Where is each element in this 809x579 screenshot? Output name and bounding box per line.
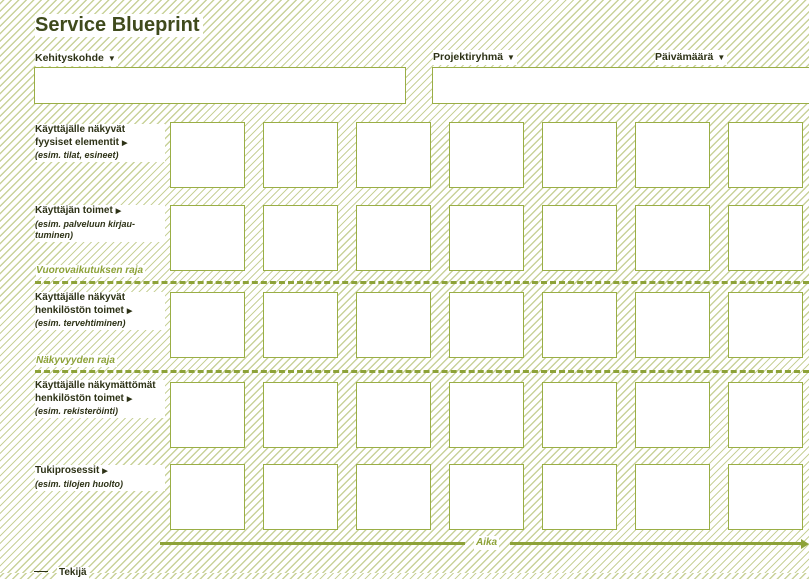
time-axis-line <box>160 542 465 545</box>
grid-cell[interactable] <box>356 122 431 188</box>
grid-cell[interactable] <box>449 464 524 530</box>
row-example: (esim. tilojen huolto) <box>35 478 123 489</box>
triangle-right-icon: ▶ <box>121 139 128 147</box>
grid-cell[interactable] <box>542 382 617 448</box>
row-label-support-processes <box>35 465 165 491</box>
arrow-right-icon <box>801 539 809 549</box>
grid-cell[interactable] <box>542 464 617 530</box>
grid-cell[interactable] <box>449 292 524 358</box>
grid-cell[interactable] <box>635 122 710 188</box>
triangle-right-icon: ▶ <box>126 307 133 315</box>
grid-cell[interactable] <box>728 464 803 530</box>
line-of-interaction <box>35 281 809 284</box>
chevron-down-icon: ▼ <box>507 53 515 62</box>
grid-cell[interactable] <box>728 292 803 358</box>
grid-cell[interactable] <box>263 292 338 358</box>
row-label-line: Käyttäjän toimet ▶ <box>35 205 122 216</box>
row-label-physical-evidence <box>35 124 165 162</box>
row-example: tuminen) <box>35 229 73 240</box>
development-target-label: Kehityskohde <box>35 52 104 64</box>
page-title: Service Blueprint <box>35 14 203 37</box>
grid-cell[interactable] <box>170 464 245 530</box>
grid-cell[interactable] <box>728 122 803 188</box>
row-example: (esim. rekisteröinti) <box>35 406 119 416</box>
grid-cell[interactable] <box>449 382 524 448</box>
grid-cell[interactable] <box>263 382 338 448</box>
grid-cell[interactable] <box>263 464 338 530</box>
date-dropdown[interactable] <box>655 50 727 65</box>
chevron-down-icon: ▼ <box>107 54 116 63</box>
project-team-date-field[interactable] <box>432 67 809 104</box>
development-target-field[interactable] <box>34 67 406 104</box>
row-example: (esim. tilat, esineet) <box>35 150 119 160</box>
date-label: Päivämäärä <box>655 51 714 63</box>
grid-cell[interactable] <box>170 122 245 188</box>
time-axis-label: Aika <box>476 537 498 548</box>
project-team-label: Projektiryhmä <box>433 51 504 63</box>
divider <box>34 571 48 572</box>
author-label: Tekijä <box>59 567 87 578</box>
row-label-line: Käyttäjälle näkyvät <box>35 292 126 303</box>
chevron-down-icon: ▼ <box>717 53 726 62</box>
grid-cell[interactable] <box>356 382 431 448</box>
row-label-line: henkilöstön toimet ▶ <box>35 392 133 404</box>
grid-cell[interactable] <box>356 464 431 530</box>
grid-cell[interactable] <box>356 205 431 271</box>
line-of-visibility <box>35 370 809 373</box>
grid-cell[interactable] <box>542 292 617 358</box>
project-team-dropdown[interactable] <box>433 50 517 65</box>
grid-cell[interactable] <box>449 205 524 271</box>
grid-cell[interactable] <box>635 464 710 530</box>
row-label-line: henkilöstön toimet ▶ <box>35 304 133 316</box>
grid-cell[interactable] <box>635 292 710 358</box>
triangle-right-icon: ▶ <box>115 208 122 215</box>
grid-cell[interactable] <box>356 292 431 358</box>
grid-cell[interactable] <box>635 205 710 271</box>
grid-cell[interactable] <box>635 382 710 448</box>
grid-cell[interactable] <box>542 205 617 271</box>
grid-cell[interactable] <box>728 205 803 271</box>
time-axis-line <box>510 542 802 545</box>
row-label-backstage-actions <box>35 380 165 418</box>
triangle-right-icon: ▶ <box>126 395 133 403</box>
grid-cell[interactable] <box>263 122 338 188</box>
row-example: (esim. palveluun kirjau- <box>35 218 136 229</box>
triangle-right-icon: ▶ <box>102 468 108 475</box>
row-label-line: Käyttäjälle näkyvät <box>35 124 126 135</box>
grid-cell[interactable] <box>449 122 524 188</box>
grid-cell[interactable] <box>170 205 245 271</box>
interaction-line-label: Vuorovaikutuksen raja <box>36 265 144 276</box>
row-label-line: fyysiset elementit ▶ <box>35 136 128 148</box>
row-label-line: Tukiprosessit ▶ <box>35 465 108 476</box>
row-label-customer-actions <box>35 205 165 242</box>
row-label-onstage-actions <box>35 292 165 330</box>
grid-cell[interactable] <box>542 122 617 188</box>
grid-cell[interactable] <box>170 382 245 448</box>
visibility-line-label: Näkyvyyden raja <box>36 355 115 366</box>
row-example: (esim. tervehtiminen) <box>35 318 126 328</box>
grid-cell[interactable] <box>263 205 338 271</box>
development-target-dropdown[interactable] <box>35 51 118 66</box>
grid-cell[interactable] <box>170 292 245 358</box>
grid-cell[interactable] <box>728 382 803 448</box>
row-label-line: Käyttäjälle näkymättömät <box>35 380 156 391</box>
